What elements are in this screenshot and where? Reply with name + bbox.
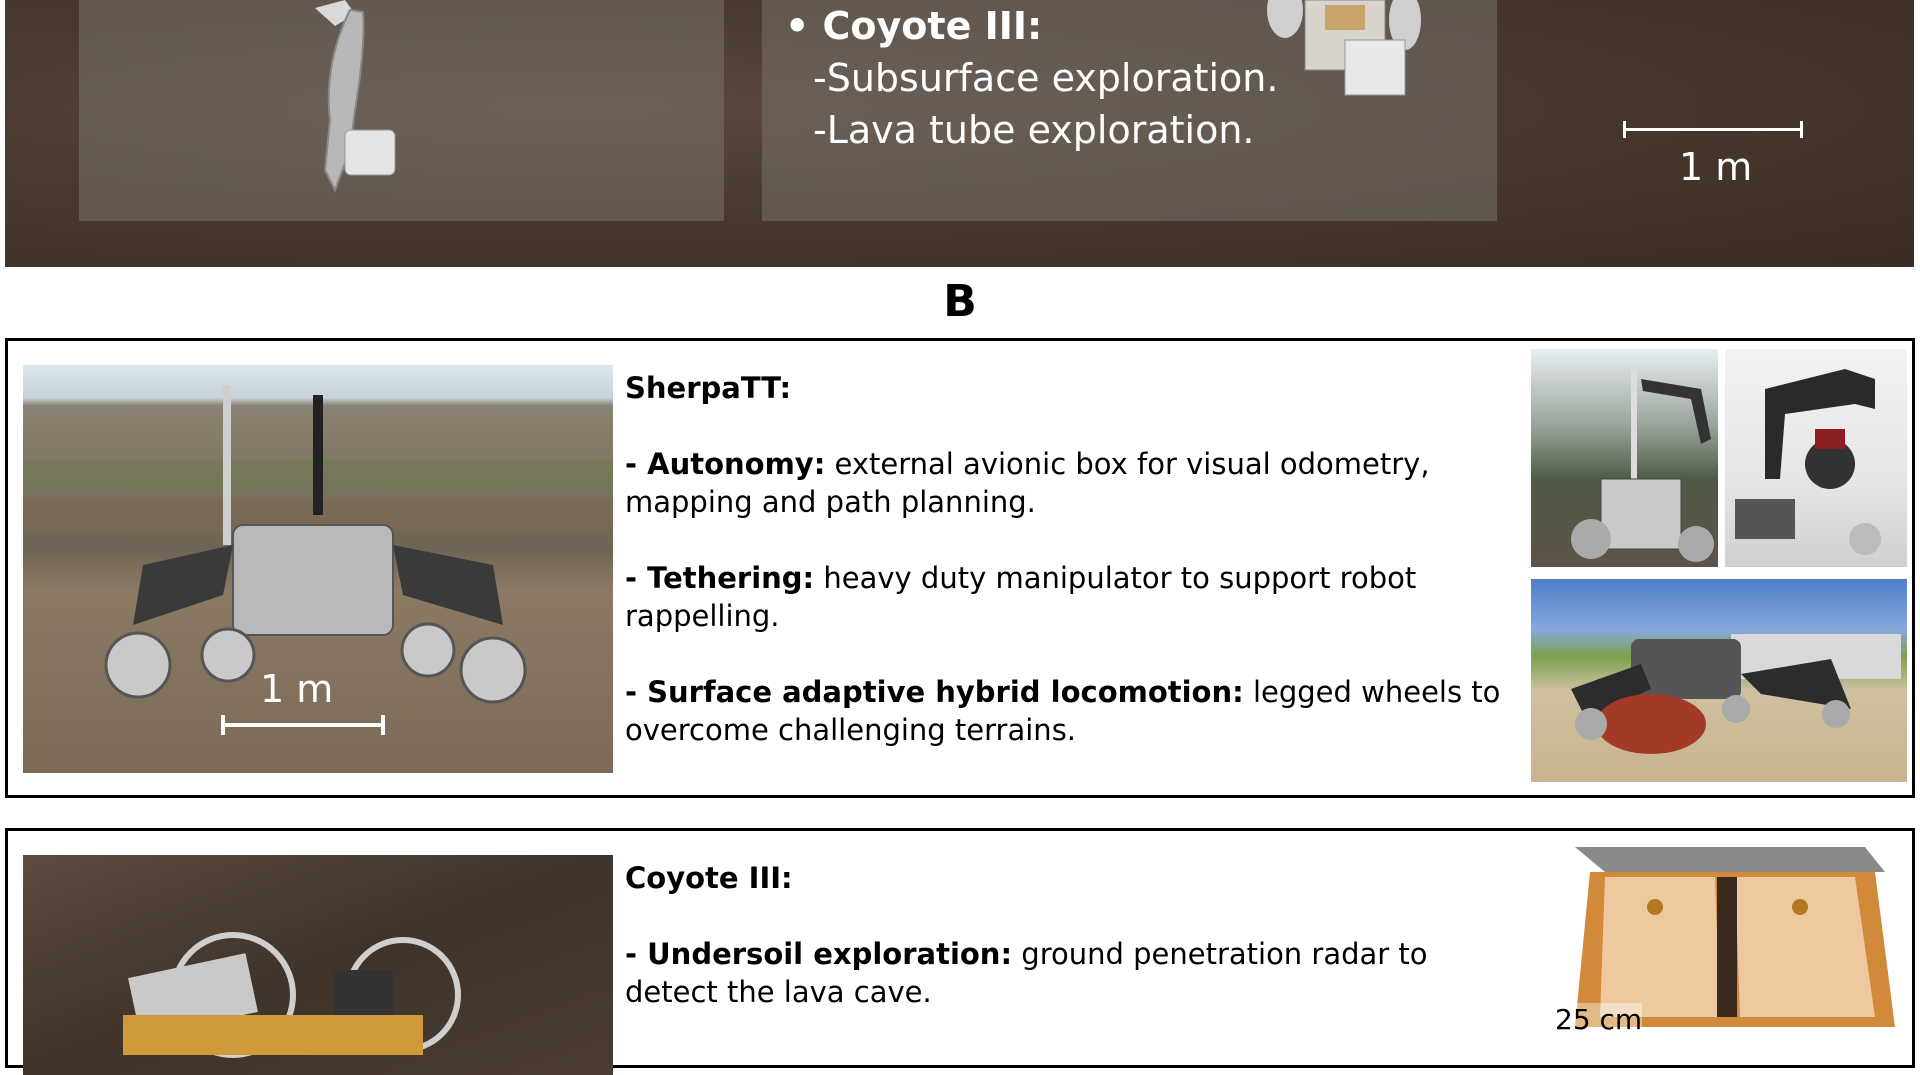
coyote-item-undersoil-label: - Undersoil exploration: [625, 937, 1013, 971]
sherpa-title: SherpaTT: [625, 371, 792, 405]
coyote-item-undersoil-text: ground penetration radar to detect the lava cave. [625, 937, 1428, 1009]
sherpa-photo-arm-lab [1725, 349, 1907, 567]
sherpa-panel [5, 338, 1915, 798]
sherpa-arm-aerial [305, 0, 425, 200]
sherpa-arm-lab-illustration [1725, 349, 1907, 567]
sherpa-main-photo [23, 365, 613, 773]
sherpa-item-tethering-text: heavy duty manipulator to support robot rappelling. [625, 561, 1417, 633]
coyote-title: Coyote III: [625, 861, 793, 895]
coyote-radar-photo [1545, 837, 1907, 1037]
sherpa-item-locomotion-label: - Surface adaptive hybrid locomotion: [625, 675, 1244, 709]
aerial-item-2: -Lava tube exploration. [813, 108, 1255, 152]
aerial-item-2-text: Lava tube exploration. [826, 108, 1255, 152]
sherpa-item-locomotion [625, 673, 1525, 749]
aerial-heading: • Coyote III: [785, 4, 1043, 48]
sherpa-photo-rover-field [1531, 579, 1907, 782]
aerial-heading-text: Coyote III: [822, 4, 1043, 48]
sherpa-rover-field-illustration [1531, 579, 1907, 782]
scale-bar-aerial [1623, 128, 1803, 131]
sherpa-arm-field-illustration [1531, 349, 1718, 567]
sherpa-scale-label: 1 m [260, 667, 334, 711]
coyote-scale-label: 25 cm [1555, 1003, 1643, 1036]
sherpa-rover-illustration [23, 365, 613, 773]
aerial-item-1: -Subsurface exploration. [813, 56, 1279, 100]
sherpa-description [625, 369, 1525, 787]
coyote-main-photo [23, 855, 613, 1075]
sherpa-item-autonomy [625, 445, 1525, 521]
sherpa-item-autonomy-text: external avionic box for visual odometry, mapping and path planning. [625, 447, 1430, 519]
sherpa-item-autonomy-label: - Autonomy: [625, 447, 826, 481]
sherpa-item-locomotion-text: legged wheels to overcome challenging terrains. [625, 675, 1501, 747]
panel-label-b: B [943, 276, 977, 327]
aerial-photo-panel [5, 0, 1914, 267]
sherpa-item-tethering [625, 559, 1525, 635]
coyote-rover-aerial [1255, 0, 1435, 100]
aerial-item-1-text: Subsurface exploration. [826, 56, 1279, 100]
sherpa-photo-arm-field [1531, 349, 1718, 567]
coyote-panel [5, 828, 1915, 1068]
coyote-description [625, 859, 1525, 1049]
scale-label-aerial: 1 m [1679, 145, 1753, 189]
coyote-item-undersoil [625, 935, 1525, 1011]
sherpa-item-tethering-label: - Tethering: [625, 561, 815, 595]
coyote-rover-illustration [23, 855, 613, 1075]
